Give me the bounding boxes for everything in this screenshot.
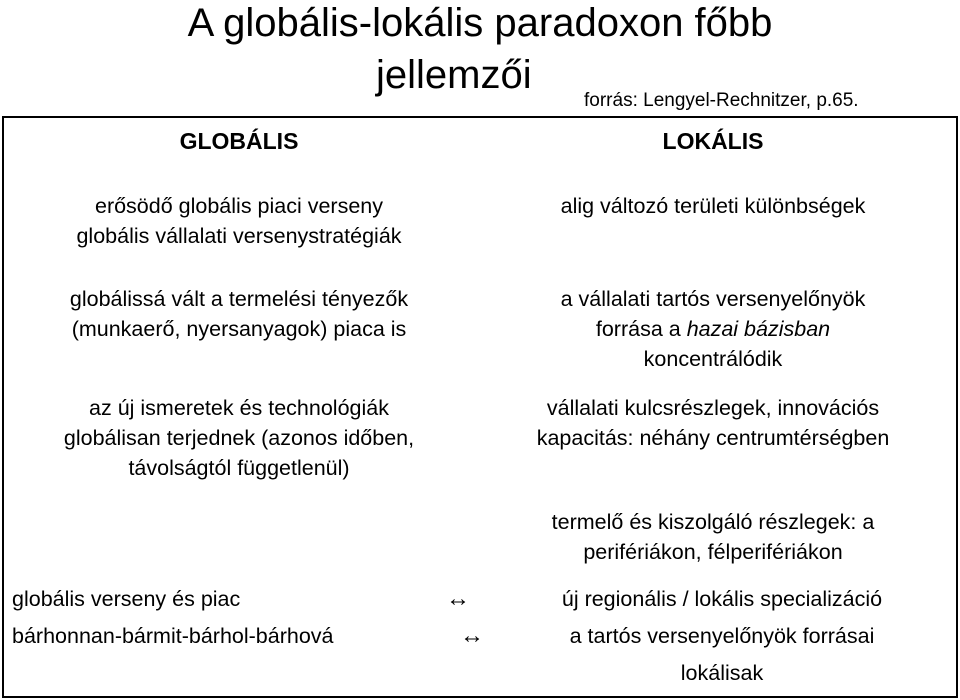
global-item-2 bbox=[4, 284, 474, 344]
local-item-2-text-a: forrása a bbox=[595, 317, 687, 341]
source-citation: forrás: Lengyel-Rechnitzer, p.65. bbox=[584, 90, 859, 111]
column-header-local: LOKÁLIS bbox=[662, 128, 764, 154]
global-item-3-line-2: globálisan terjednek (azonos időben, bbox=[63, 426, 415, 450]
local-item-4 bbox=[478, 507, 948, 567]
column-header-global: GLOBÁLIS bbox=[179, 128, 299, 154]
global-item-2-line-1: globálissá vált a termelési tényezők bbox=[69, 287, 409, 311]
local-item-2-emphasis: hazai bázisban bbox=[686, 317, 831, 341]
global-item-3-line-1: az új ismeretek és technológiák bbox=[89, 396, 389, 420]
pair-2-right-continuation: lokálisak bbox=[680, 661, 764, 685]
pair-2-left: bárhonnan-bármit-bárhol-bárhová bbox=[12, 624, 334, 648]
page-title-line-1: A globális-lokális paradoxon főbb bbox=[187, 1, 773, 45]
global-item-1 bbox=[4, 191, 474, 251]
global-item-3-line-3: távolságtól függetlenül) bbox=[128, 456, 350, 480]
local-item-4-line-1: termelő és kiszolgáló részlegek: a bbox=[551, 510, 875, 534]
local-item-1-line-1: alig változó területi különbségek bbox=[560, 194, 866, 218]
local-item-2-line-2 bbox=[478, 314, 948, 344]
global-item-2-line-2: (munkaerő, nyersanyagok) piaca is bbox=[71, 317, 407, 341]
local-item-2 bbox=[478, 284, 948, 374]
pair-1-left: globális verseny és piac bbox=[12, 587, 241, 611]
local-item-2-line-3: koncentrálódik bbox=[643, 347, 783, 371]
local-item-4-line-2: perifériákon, félperifériákon bbox=[583, 540, 843, 564]
pair-1-arrow-icon: ↔ bbox=[446, 585, 470, 612]
pair-1-right: új regionális / lokális specializáció bbox=[561, 587, 883, 611]
local-item-2-line-1: a vállalati tartós versenyelőnyök bbox=[560, 287, 866, 311]
global-item-1-line-2: globális vállalati versenystratégiák bbox=[76, 224, 402, 248]
global-item-3 bbox=[4, 393, 474, 483]
local-item-3-line-2: kapacitás: néhány centrumtérségben bbox=[536, 426, 890, 450]
page-title-line-2: jellemzői bbox=[376, 53, 532, 97]
global-item-1-line-1: erősödő globális piaci verseny bbox=[94, 194, 384, 218]
local-item-3-line-1: vállalati kulcsrészlegek, innovációs bbox=[546, 396, 880, 420]
local-item-1 bbox=[478, 191, 948, 221]
pair-2-right: a tartós versenyelőnyök forrásai bbox=[569, 624, 875, 648]
pair-2-arrow-icon: ↔ bbox=[460, 622, 484, 649]
local-item-3 bbox=[478, 393, 948, 453]
